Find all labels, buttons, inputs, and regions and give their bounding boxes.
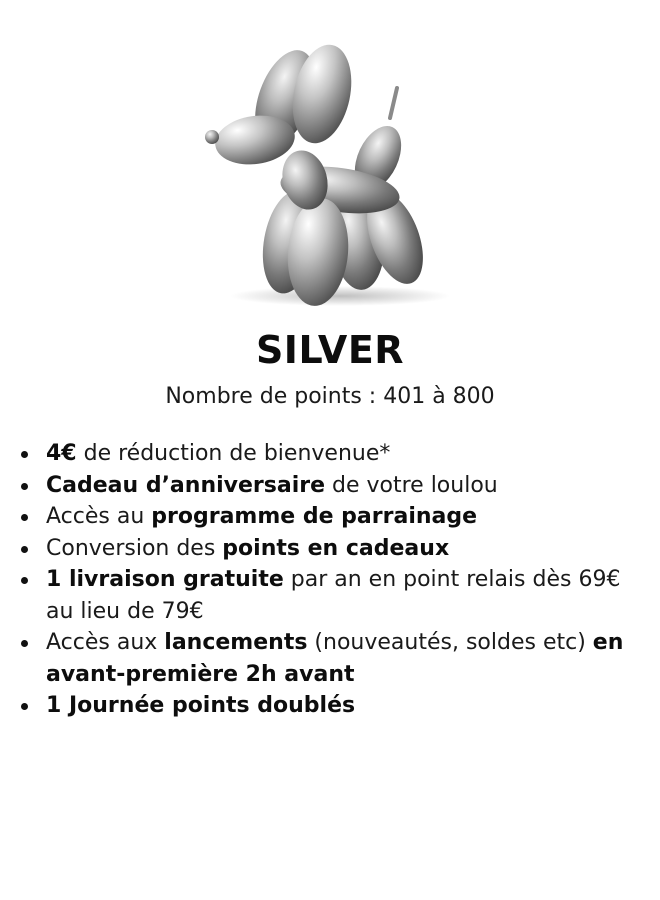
- benefit-item: Accès aux lancements (nouveautés, soldes etc) en avant-première 2h avant: [46, 627, 646, 690]
- benefit-item: 1 Journée points doublés: [46, 690, 646, 722]
- benefit-item: Accès au programme de parrainage: [46, 501, 646, 533]
- balloon-dog-icon: [190, 30, 470, 310]
- benefit-item: Conversion des points en cadeaux: [46, 533, 646, 565]
- benefit-item: Cadeau d’anniversaire de votre loulou: [46, 470, 646, 502]
- balloon-dog-image: [190, 30, 470, 310]
- benefit-item: 1 livraison gratuite par an en point relais dès 69€ au lieu de 79€: [46, 564, 646, 627]
- benefits-list: [46, 438, 646, 722]
- tier-points-range: Nombre de points : 401 à 800: [165, 384, 495, 409]
- tier-title: SILVER: [255, 328, 405, 372]
- benefit-item: 4€ de réduction de bienvenue*: [46, 438, 646, 470]
